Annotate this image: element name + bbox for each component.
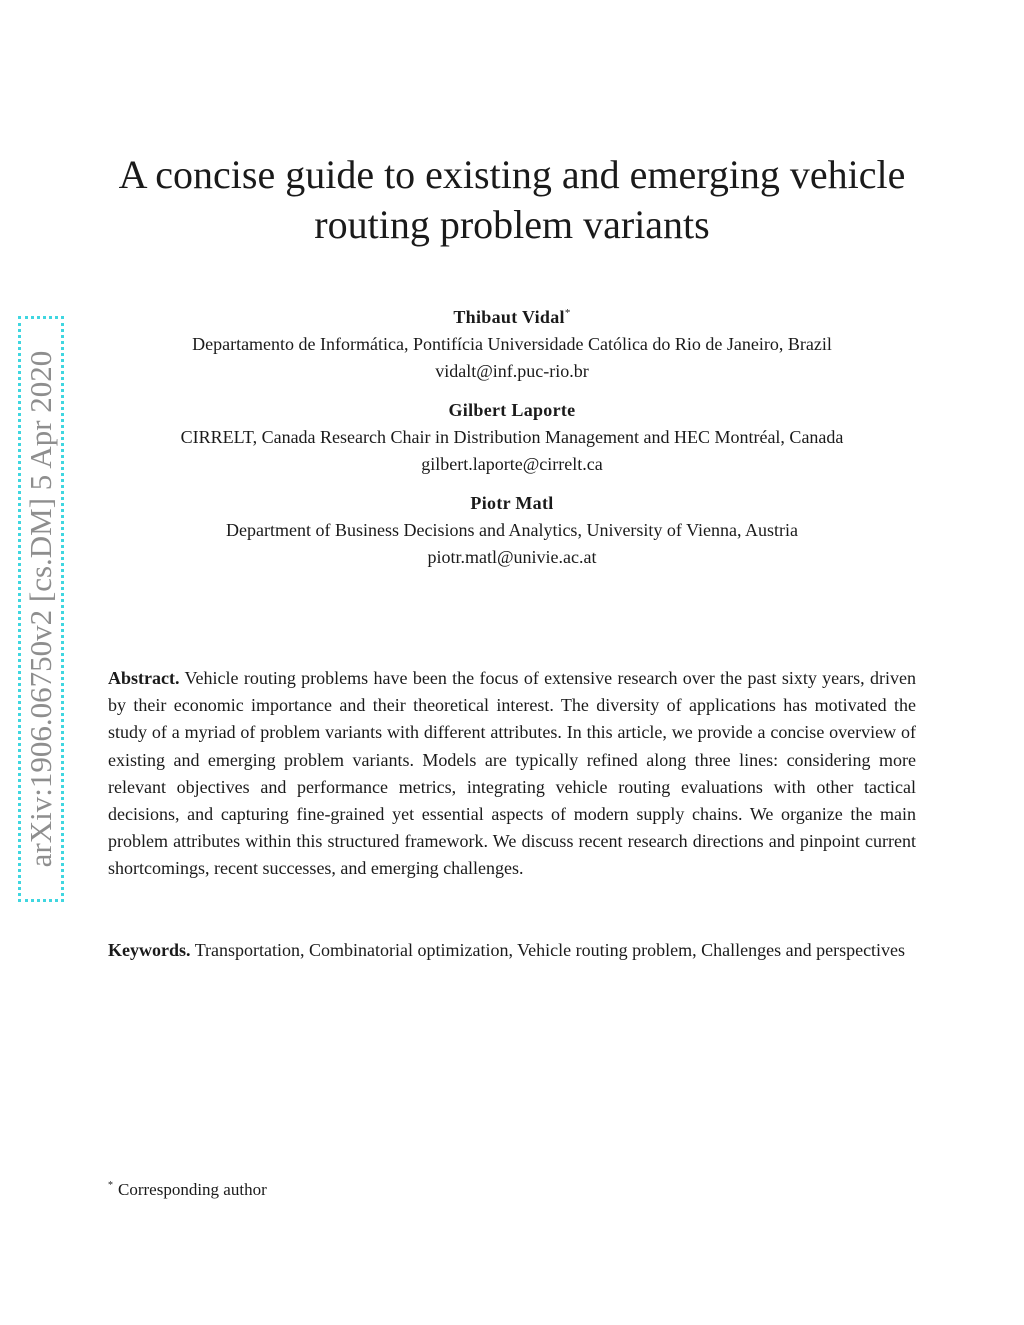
footnote <box>108 1178 267 1202</box>
keywords-label: Keywords. <box>108 940 191 960</box>
author-name: Piotr Matl <box>470 493 554 513</box>
author-name: Gilbert Laporte <box>448 400 576 420</box>
paper-title <box>100 150 924 250</box>
arxiv-stamp[interactable]: arXiv:1906.06750v2 [cs.DM] 5 Apr 2020 <box>23 350 58 868</box>
footnote-marker: * <box>108 1180 113 1192</box>
author-affiliation: Departamento de Informática, Pontifícia Universidade Católica do Rio de Janeiro, Brazil <box>192 334 832 354</box>
corresponding-author-marker: * <box>564 307 571 319</box>
author-email[interactable]: vidalt@inf.puc-rio.br <box>435 361 589 381</box>
keywords-text: Transportation, Combinatorial optimization, Vehicle routing problem, Challenges and perspectives <box>194 940 906 960</box>
abstract <box>108 665 916 883</box>
title-line-2: routing problem variants <box>314 202 710 247</box>
footnote-text: Corresponding author <box>118 1180 267 1199</box>
title-line-1: A concise guide to existing and emerging vehicle <box>118 152 906 197</box>
abstract-label: Abstract. <box>108 668 180 688</box>
author-affiliation: Department of Business Decisions and Analytics, University of Vienna, Austria <box>226 520 798 540</box>
keywords <box>108 937 916 964</box>
author-block <box>100 304 924 583</box>
author-entry <box>100 397 924 478</box>
author-email[interactable]: piotr.matl@univie.ac.at <box>427 547 597 567</box>
author-name: Thibaut Vidal* <box>453 307 571 327</box>
author-entry <box>100 490 924 571</box>
author-affiliation: CIRRELT, Canada Research Chair in Distribution Management and HEC Montréal, Canada <box>180 427 844 447</box>
author-email[interactable]: gilbert.laporte@cirrelt.ca <box>421 454 603 474</box>
abstract-text: Vehicle routing problems have been the focus of extensive research over the past sixty years, driven by their economic importance and their theoretical interest. The diversity of applications has motivated the study of a myriad of problem variants with different attributes. In this article, we provide a concise overview of existing and emerging problem variants. Models are typically refined along three lines: considering more relevant objectives and performance metrics, integrating vehicle routing evaluations with other tactical decisions, and capturing fine-grained yet essential aspects of modern supply chains. We organize the main problem attributes within this structured framework. We discuss recent research directions and pinpoint current shortcomings, recent successes, and emerging challenges. <box>108 668 916 879</box>
author-entry <box>100 304 924 385</box>
